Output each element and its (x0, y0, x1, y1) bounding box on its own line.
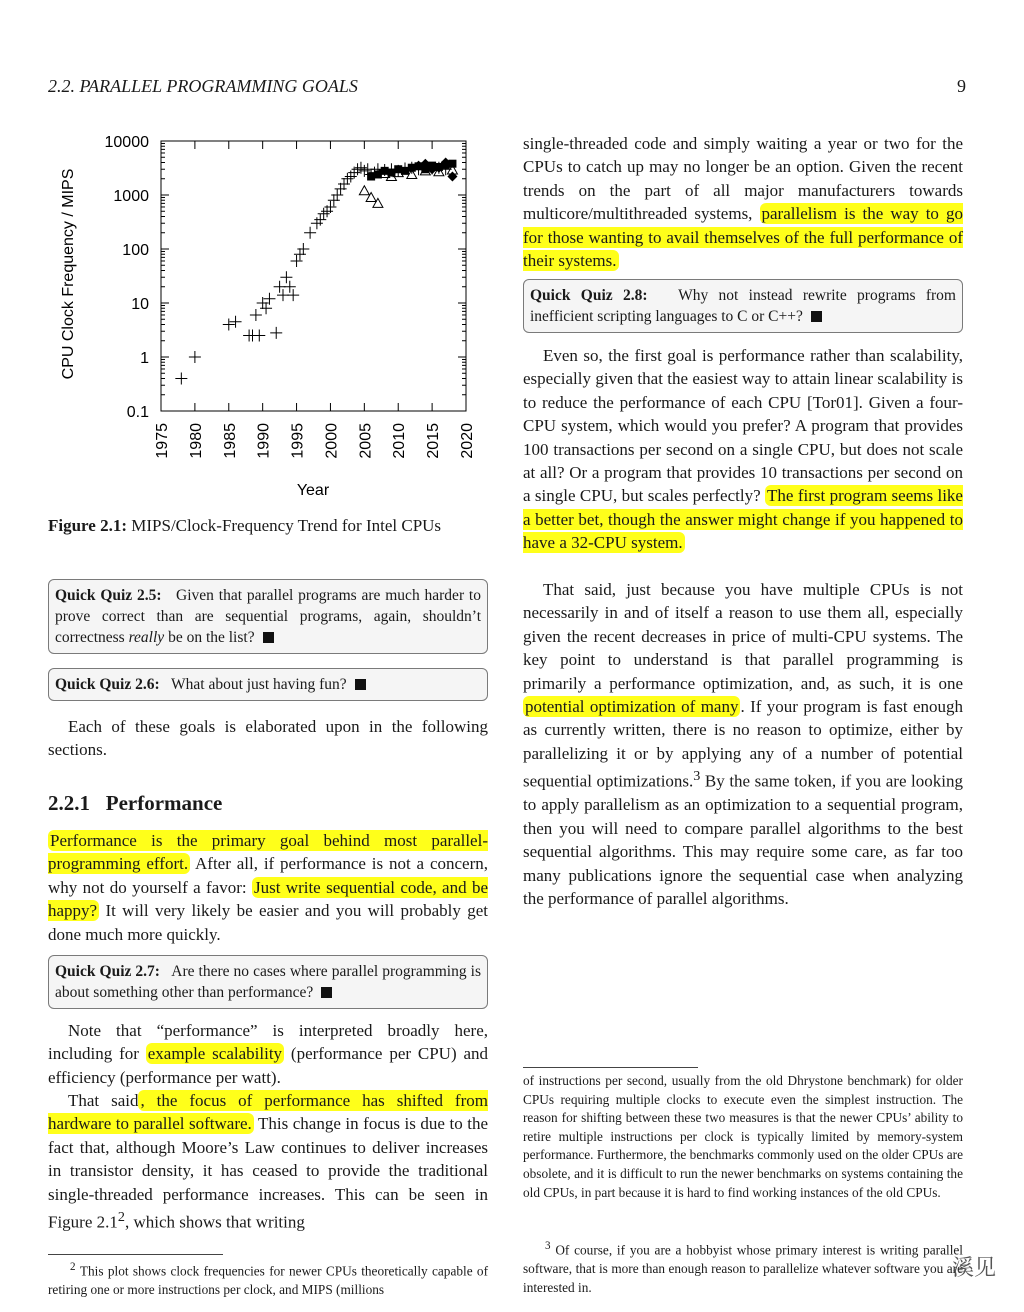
plus-point (338, 178, 350, 190)
text-run: single-threaded code and simply waiting a year or two for the CPUs to catch up may no longer be an option. Given the recent trends on the part of all major manufacturers towards multicore/multithreaded systems, (523, 134, 963, 224)
text-run: This change in focus is due to the fact that, although Moore’s Law continues to deliver increases in transistor density, it has ceased to provide the traditional single-threaded performance increases. This can be seen in Figure 2.1 (48, 1114, 488, 1232)
square-point (448, 160, 456, 168)
paragraph-right-2 (523, 344, 963, 555)
y-tick-label: 1000 (113, 188, 149, 205)
quiz-label: Quick Quiz 2.7: (55, 963, 160, 980)
running-header: 2.2. PARALLEL PROGRAMMING GOALS (48, 76, 358, 96)
x-tick-label: 1995 (289, 423, 307, 459)
section-title: Performance (105, 791, 223, 815)
quick-quiz-2-7 (48, 955, 488, 1009)
highlight: potential optimization of many (525, 697, 739, 717)
figure-caption (48, 516, 488, 536)
quiz-label: Quick Quiz 2.6: (55, 676, 160, 693)
text-run: That said (68, 1091, 139, 1110)
triangle-point (359, 186, 369, 195)
x-tick-label: 2010 (391, 423, 409, 459)
plus-point (304, 227, 316, 239)
highlight: Just write sequential code, and be happy? (48, 877, 488, 921)
paragraph-right-3 (523, 578, 963, 910)
plus-point (287, 289, 299, 301)
y-tick-label: 1 (140, 350, 149, 367)
footnote-rule (523, 1067, 698, 1068)
text-run: (performance per CPU) and efficiency (performance per watt). (48, 1044, 488, 1087)
end-square-icon (355, 679, 366, 690)
quiz-label: Quick Quiz 2.8: (530, 287, 648, 304)
plot-frame (161, 141, 466, 411)
quick-quiz-2-8 (523, 279, 963, 333)
triangle-point (366, 192, 376, 201)
mips-chart (48, 126, 488, 506)
quick-quiz-2-5 (48, 579, 488, 654)
plus-point (355, 162, 367, 174)
x-tick-label: 2005 (357, 423, 375, 459)
plus-point (291, 255, 303, 267)
plus-point (341, 173, 353, 185)
plus-point (250, 309, 262, 321)
plus-point (331, 189, 343, 201)
text-run: It will very likely be easier and you will probably get done much more quickly. (48, 901, 488, 944)
paragraph-goals: Each of these goals is elaborated upon in the following sections. (48, 717, 488, 760)
paragraph-performance-3 (48, 1089, 488, 1234)
paragraph-performance-1 (48, 829, 488, 946)
highlight: parallelism is the way to go for those wanting to avail themselves of the full performance of their systems. (523, 204, 963, 271)
section-number: 2.2.1 (48, 791, 90, 815)
plus-point (230, 316, 242, 328)
end-square-icon (321, 987, 332, 998)
y-tick-label: 0.1 (126, 404, 149, 421)
watermark: 溪见 (951, 1256, 996, 1281)
text-run: Note that “performance” is interpreted broadly here, including for (48, 1021, 488, 1064)
text-run: . If your program is fast enough as currently written, there is no reason to optimize, either by parallelizing it or by applying any of a number of potential sequential optimizations. (523, 697, 963, 791)
text-run: By the same token, if you are looking to apply parallelism as an optimization to a sequential program, then you will need to compare parallel algorithms to the best sequential algorithms. This may require some care, as far too many publications ignore the sequential case when analyzing the performance of parallel algorithms. (523, 771, 963, 908)
x-tick-label: 1985 (221, 423, 239, 459)
x-tick-label: 1990 (255, 423, 273, 459)
y-tick-label: 10000 (104, 134, 149, 151)
x-tick-label: 2015 (425, 423, 443, 459)
x-tick-label: 2020 (459, 423, 476, 459)
end-square-icon (811, 311, 822, 322)
y-tick-label: 100 (122, 242, 149, 259)
highlight: example scalability (147, 1044, 283, 1064)
quiz-label: Quick Quiz 2.5: (55, 587, 162, 604)
diamond-point (447, 172, 457, 182)
x-tick-label: 1980 (187, 423, 205, 459)
highlight: The first program seems like a better bet, though the answer might change if you happened to have a 32-CPU system. (523, 486, 963, 553)
plus-point (297, 243, 309, 255)
text-run: , which shows that writing (124, 1212, 305, 1232)
plus-point (284, 281, 296, 293)
quiz-text: What about just having fun? (171, 676, 347, 693)
end-square-icon (263, 632, 274, 643)
chart-xlabel: Year (296, 482, 330, 499)
plus-point (253, 330, 265, 342)
plus-point (294, 248, 306, 260)
paragraph-right-1 (523, 132, 963, 272)
paragraph-performance-2 (48, 1019, 488, 1089)
x-tick-label: 1975 (154, 423, 171, 459)
quiz-text: be on the list? (164, 629, 255, 646)
footnote-mark: 2 (70, 1261, 76, 1273)
footnote-3 (523, 1237, 963, 1297)
highlight: , the focus of performance has shifted from hardware to parallel software. (48, 1091, 488, 1134)
footnote-text: Of course, if you are a hobbyist whose primary interest is writing parallel software, that is more than enough reason to parallelize whatever software you are interested in. (523, 1242, 963, 1295)
section-heading (48, 791, 222, 816)
figure-caption-text: MIPS/Clock-Frequency Trend for Intel CPUs (127, 516, 442, 535)
text-run: After all, if performance is not a concern, why not do yourself a favor: (48, 854, 488, 897)
quiz-emphasis: really (128, 629, 165, 646)
footnote-rule (48, 1254, 223, 1255)
highlight: Performance is the primary goal behind most parallel-programming effort. (48, 831, 488, 874)
text-run: Even so, the first goal is performance rather than scalability, especially given that the easiest way to attain linear scalability is to reduce the performance of each CPU [Tor01]. Given a four-CPU system, which would you prefer? A program that provides 100 transactions per second on a single CPU, but does not scale at all? Or a program that provides 10 transactions per second on a single CPU, but scales perfectly? (523, 346, 963, 506)
footnote-mark: 3 (545, 1240, 551, 1252)
quiz-text: Are there no cases where parallel programming is about something other than performance? (55, 963, 481, 1001)
footnote-2 (48, 1258, 488, 1300)
text-run: That said, just because you have multiple CPUs is not necessarily in and of itself a reason to use them all, especially given the recent decreases in price of multi-CPU systems. The key point to understand is that parallel programming is primarily a performance optimization, and, as such, it is one (523, 580, 963, 693)
triangle-point (373, 198, 383, 207)
x-tick-label: 2000 (323, 423, 341, 459)
chart-ylabel: CPU Clock Frequency / MIPS (60, 168, 77, 380)
plus-point (175, 372, 187, 384)
quick-quiz-2-6 (48, 668, 488, 701)
plus-point (328, 194, 340, 206)
plus-point (314, 214, 326, 226)
plus-point (311, 217, 323, 229)
footnote-2-continued: of instructions per second, usually from the old Dhrystone benchmark) for older CPUs requiring multiple clocks to execute even the simplest instruction. The reason for shifting between these two measures is that the newer CPUs’ ability to retire multiple instructions per clock is typically limited by memory-system performance. Furthermore, the benchmarks commonly used on the older CPUs are obsolete, and it is difficult to run the newer benchmarks on systems containing the old CPUs, in part because it is hard to find working instances of the old CPUs. (523, 1073, 963, 1200)
left-column (48, 126, 489, 1298)
plus-point (223, 318, 235, 330)
figure-label: Figure 2.1: (48, 516, 128, 535)
y-tick-label: 10 (131, 296, 149, 313)
quiz-text: Given that parallel programs are much harder to prove correct than are sequential programs, again, shouldn’t correctness (55, 587, 481, 646)
quiz-text: Why not instead rewrite programs from inefficient scripting languages to C or C++? (530, 287, 956, 325)
footnote-text: This plot shows clock frequencies for newer CPUs theoretically capable of retiring one or more instructions per clock, and MIPS (millions (48, 1263, 489, 1298)
footnote-ref: 3 (693, 768, 701, 785)
plus-point (270, 327, 282, 339)
plus-point (280, 271, 292, 283)
plus-point (318, 208, 330, 220)
plus-point (260, 302, 272, 314)
footnote-ref: 2 (117, 1209, 125, 1226)
plus-point (189, 351, 201, 363)
page-number: 9 (957, 76, 966, 96)
plus-point (335, 183, 347, 195)
